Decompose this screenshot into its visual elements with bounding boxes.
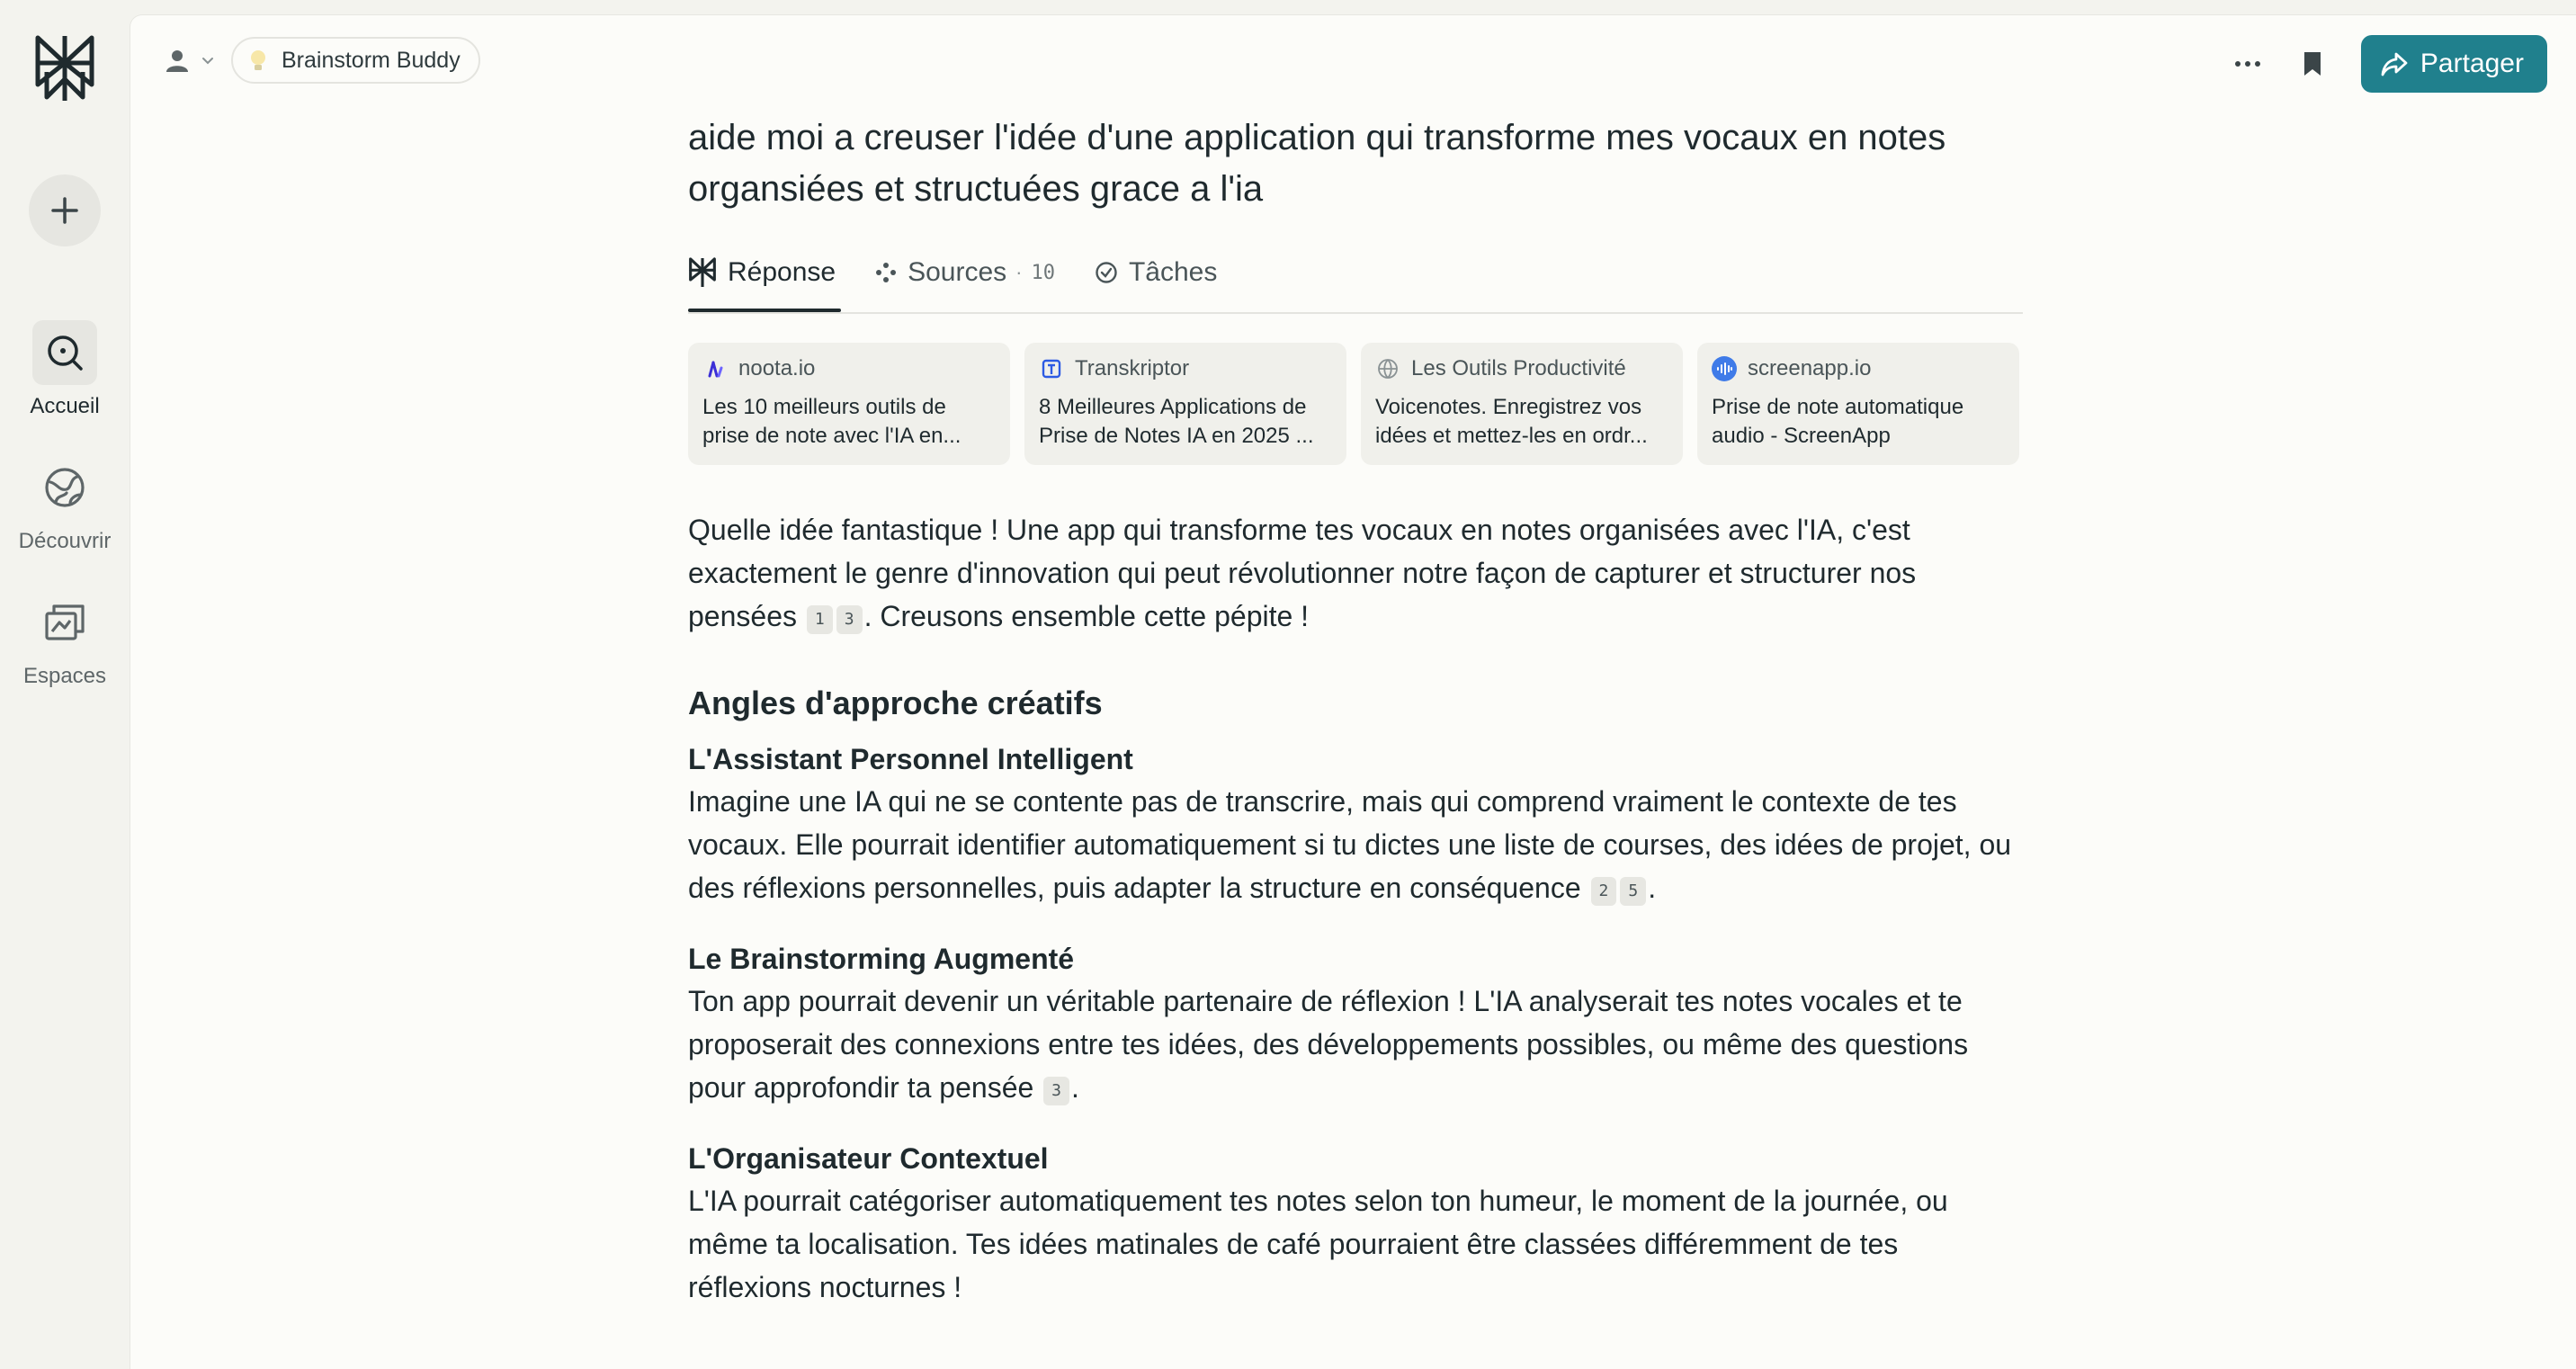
sidebar-item-decouvrir[interactable] [0,455,130,554]
topbar-right [2228,35,2547,93]
citation-badge[interactable]: 3 [1043,1077,1069,1105]
citation-badge[interactable]: 3 [836,605,863,634]
share-arrow-icon [2381,51,2408,76]
tab-sources[interactable] [875,251,1055,294]
active-tab-indicator [688,309,841,312]
tabs-divider [688,312,2023,314]
tab-answer[interactable] [688,251,836,294]
lightbulb-icon [247,48,269,73]
tab-tasks[interactable] [1095,251,1217,294]
source-title: Les 10 meilleurs outils de prise de note avec l'IA en... [702,395,962,448]
perplexity-small-icon [688,256,717,289]
block-body: L'IA pourrait catégoriser automatiquement tes notes selon ton humeur, le moment de la journée, ou même ta localisation. Tes idées matinales de café pourraient être classées différemment de tes réflexions nocturnes ! [688,1185,1948,1303]
sidebar-item-label: Accueil [30,394,100,418]
citation-badge[interactable]: 1 [807,605,833,634]
block-heading: L'Assistant Personnel Intelligent [688,743,1133,775]
sources-count: 10 [1031,261,1055,284]
block-text [688,780,2023,909]
tab-tasks-label: Tâches [1128,257,1218,287]
source-site: screenapp.io [1748,356,1872,380]
source-title: Voicenotes. Enregistrez vos idées et mettez-les en ordr... [1375,395,1648,448]
tab-answer-label: Réponse [728,257,836,287]
block-text [688,980,2023,1109]
main-panel [130,14,2576,1369]
source-site: noota.io [738,356,816,380]
answer-body [688,508,2023,1309]
assistant-label: Brainstorm Buddy [282,47,461,73]
thread-content [688,112,2023,1309]
chevron-down-icon[interactable] [199,51,217,69]
intro-text: Quelle idée fantastique ! Une app qui transforme tes vocaux en notes organisées avec l'IA, c'est exactement le genre d'innovation qui peut révolutionner notre façon de capturer et structurer nos pensées [688,514,1917,632]
citation-badge[interactable]: 2 [1591,877,1617,906]
topbar-left [157,37,480,84]
source-title: 8 Meilleures Applications de Prise de Notes IA en 2025 ... [1039,395,1314,448]
bookmark-icon[interactable] [2293,44,2332,84]
answer-intro [688,508,2023,638]
transkriptor-favicon-icon [1039,356,1064,381]
block-tail: . [1648,872,1657,904]
screenapp-favicon-icon [1712,356,1737,381]
new-thread-button[interactable] [29,174,101,246]
section-heading: Angles d'approche créatifs [688,684,1103,721]
spaces-icon [32,590,97,655]
separator-dot: · [1015,261,1023,283]
source-title: Prise de note automatique audio - ScreenApp [1712,395,1964,448]
source-cards [688,343,2023,465]
share-button[interactable] [2361,35,2547,93]
source-card[interactable] [1024,343,1346,465]
source-card[interactable] [1697,343,2019,465]
intro-tail: . Creusons ensemble cette pépite ! [863,600,1310,632]
block-body: Ton app pourrait devenir un véritable partenaire de réflexion ! L'IA analyserait tes notes vocales et te proposerait des connexions entre tes idées, des développements possibles, ou même des questions pour approfondir ta pensée [688,985,1969,1104]
thread-question: aide moi a creuser l'idée d'une application qui transforme mes vocaux en notes organsiées et structuées grace a l'ia [688,118,1946,209]
source-card[interactable] [688,343,1010,465]
share-label: Partager [2419,49,2524,78]
globe-icon [32,455,97,520]
source-site: Les Outils Productivité [1411,356,1626,380]
block-heading: Le Brainstorming Augmenté [688,943,1075,975]
sources-icon [875,262,897,283]
more-options-icon[interactable] [2228,44,2267,84]
check-circle-icon [1095,261,1118,284]
thread-tabs [688,251,2023,294]
source-site: Transkriptor [1075,356,1190,380]
sidebar-item-label: Espaces [22,664,107,688]
block-tail: . [1071,1071,1079,1104]
perplexity-logo-icon[interactable] [32,32,97,104]
sidebar-item-label: Découvrir [18,529,112,553]
tab-sources-label: Sources [908,257,1007,287]
citation-badge[interactable]: 5 [1620,877,1646,906]
sidebar [0,0,130,1369]
globe-favicon-icon [1375,356,1400,381]
sidebar-item-espaces[interactable] [0,590,130,689]
assistant-pill[interactable] [231,37,480,84]
block-body: Imagine une IA qui ne se contente pas de transcrire, mais qui comprend vraiment le contexte de tes vocaux. Elle pourrait identifier automatiquement si tu dictes une liste de courses, des idées de projet, ou des réflexions personnelles, puis adapter la structure en conséquence [688,785,2012,904]
block-heading: L'Organisateur Contextuel [688,1142,1049,1175]
user-icon[interactable] [157,40,197,80]
sidebar-item-accueil[interactable] [0,320,130,419]
source-card[interactable] [1361,343,1683,465]
block-text [688,1179,2023,1309]
noota-favicon-icon [702,356,728,381]
search-icon [32,320,97,385]
